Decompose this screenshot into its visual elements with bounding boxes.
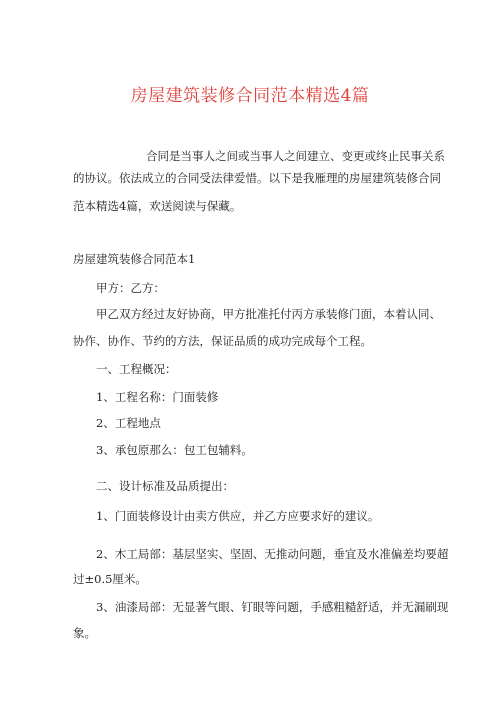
parties-line: 甲方：乙方： [96,281,165,295]
intro-line-3: 范本精选4篇，欢送阅读与保藏。 [73,199,242,213]
paragraph-1-line-1: 甲乙双方经过友好协商，甲方批准托付丙方承装修门面，本着认同、 [96,307,441,321]
list-item-painting-line-1: 3、油漆局部：无显著气眼、钉眼等问题，手感粗糙舒适，并无漏刷现 [96,600,449,614]
list-item-project-location: 2、工程地点 [96,416,161,430]
list-item-woodwork-line-2: 过±0.5厘米。 [73,572,147,586]
list-item-design-supply: 1、门面装修设计由卖方供应，并乙方应要求好的建议。 [96,509,380,523]
list-item-contract-principle: 3、承包原那么：包工包辅料。 [96,443,253,457]
heading-design-standards: 二、设计标准及品质提出： [96,479,234,493]
intro-line-2: 的协议。依法成立的合同受法律爱惜。以下是我雁理的房屋建筑装修合同 [73,171,441,185]
list-item-project-name: 1、工程名称：门面装修 [96,390,219,404]
list-item-painting-line-2: 象。 [73,626,96,640]
paragraph-1-line-2: 协作、协作、节约的方法，保证品质的成功完成每个工程。 [73,334,372,348]
list-item-woodwork-line-1: 2、木工局部：基层坚实、坚固、无推动问题，垂宜及水准偏差均要超 [96,547,449,561]
heading-overview: 一、工程概况： [96,362,177,376]
section-heading: 房屋建筑装修合同范本1 [73,252,196,266]
intro-line-1: 合同是当事人之间或当事人之间建立、变更或终止民事关系 [146,149,445,163]
document-title: 房屋建筑装修合同范本精选4篇 [130,86,370,106]
